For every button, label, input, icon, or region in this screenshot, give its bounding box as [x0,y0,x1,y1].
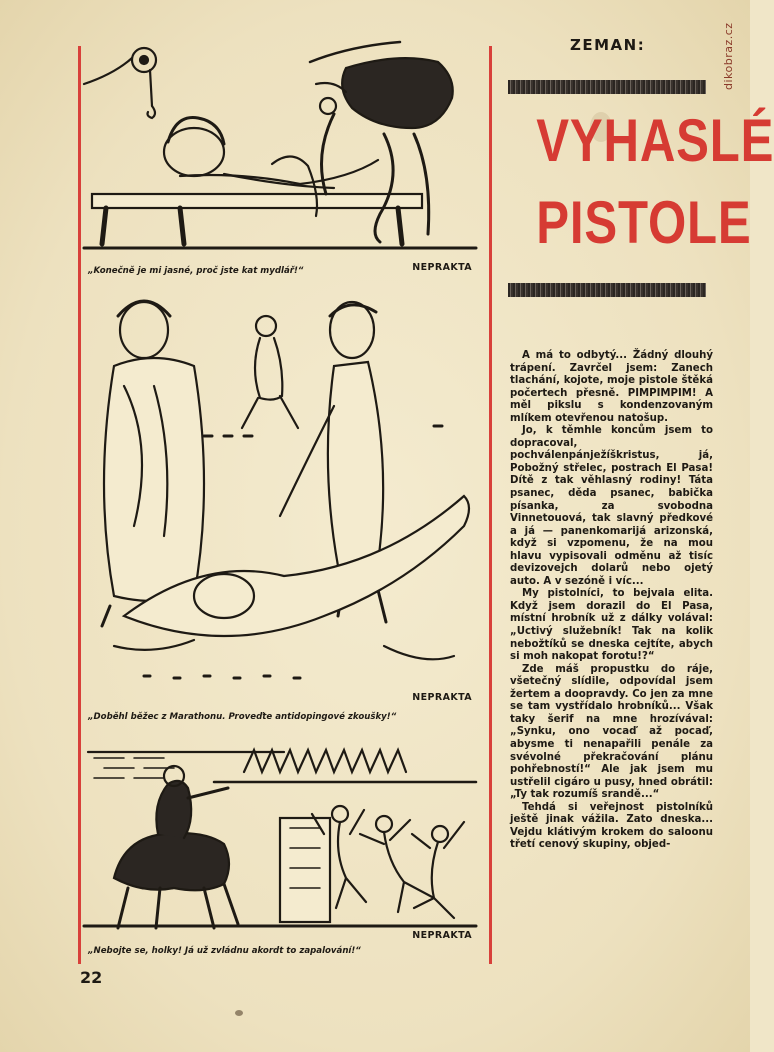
article-paragraph: My pistolníci, to bejvala elita. Když jsem dorazil do El Pasa, místní hrobník už z dálky volával: „Uctivý služebník! Tak na kolik nebožtíků se dneska cejtíte, abych si moh nakopat forotu!?“ [510,588,713,663]
article-author: ZEMAN: [570,36,646,54]
top-halftone-bar [508,80,706,94]
article-title-line-2: PISTOLE [536,189,752,256]
cartoon-2-caption: „Doběhl běžec z Marathonu. Proveďte antidopingové zkoušky!“ [88,712,397,722]
cartoon-3-caption: „Nebojte se, holky! Já už zvládnu akordt to zapalování!“ [88,946,361,956]
article-paragraph: A má to odbytý... Žádný dlouhý trápení. Zavrčel jsem: Zanech tlachání, kojote, moje pistole štěká počertech přesně. PIMPIMPIM! A měl pikslu s kondenzovaným mlíkem otevřenou natošup. [510,350,713,424]
cartoon-2-signature: NEPRAKTA [412,692,472,703]
paper-speck [235,1010,243,1016]
left-red-rule [78,46,81,964]
bottom-halftone-bar [508,283,706,297]
article-paragraph: Jo, k těmhle koncům jsem to dopracoval, pochválenpánježíškristus, já, Pobožný střelec, postrach El Pasa! Dítě z tak věhlasný rodiny! Táta psanec, děda psanec, babička písanka, za svobodna Vinnetouová, tak slavný předkové a já — panenkomarijá arizonská, když si vzpomenu, že na mou hlavu vypisovali odměnu až tisíc devizovejch dolarů nebo ojetý auto. A v sezóně i víc... [510,425,713,587]
article-body [510,350,713,956]
cartoon-rider [84,738,476,930]
article-paragraph: Zde máš propustku do ráje, všetečný slídile, odpovídal jsem žertem a doopravdy. Co jen za mne se tam vystřídalo hrobníků... Však taky šerif na mne hrozívával: „Synku, ono vocaď až pocaď, abysme ti nenapařili penále za svévolné překračování plánu pohřebností!“ Ale jak jsem mu ustřelil cigáro u pusy, hned obrátil: „Ty tak rozumíš srandě...“ [510,663,713,801]
article-title-line-1: VYHASLÉ [536,107,774,174]
cartoon-marathon [84,286,476,692]
executioner-illustration [84,44,476,256]
right-red-rule [489,46,492,964]
cartoon-executioner [84,44,476,256]
watermark: dikobraz.cz [722,22,735,90]
article-paragraph: Tehdá si veřejnost pistolníků ještě jinak vážila. Zato dneska... Vejdu klátivým krokem do saloonu třetí cenový skupiny, objed- [510,801,713,851]
marathon-illustration [84,286,476,692]
cartoon-3-signature: NEPRAKTA [412,930,472,941]
cartoon-1-caption: „Konečně je mi jasné, proč jste kat mydlář!“ [88,266,304,276]
cartoon-1-signature: NEPRAKTA [412,262,472,273]
rider-illustration [84,738,476,930]
page-number: 22 [80,968,103,987]
